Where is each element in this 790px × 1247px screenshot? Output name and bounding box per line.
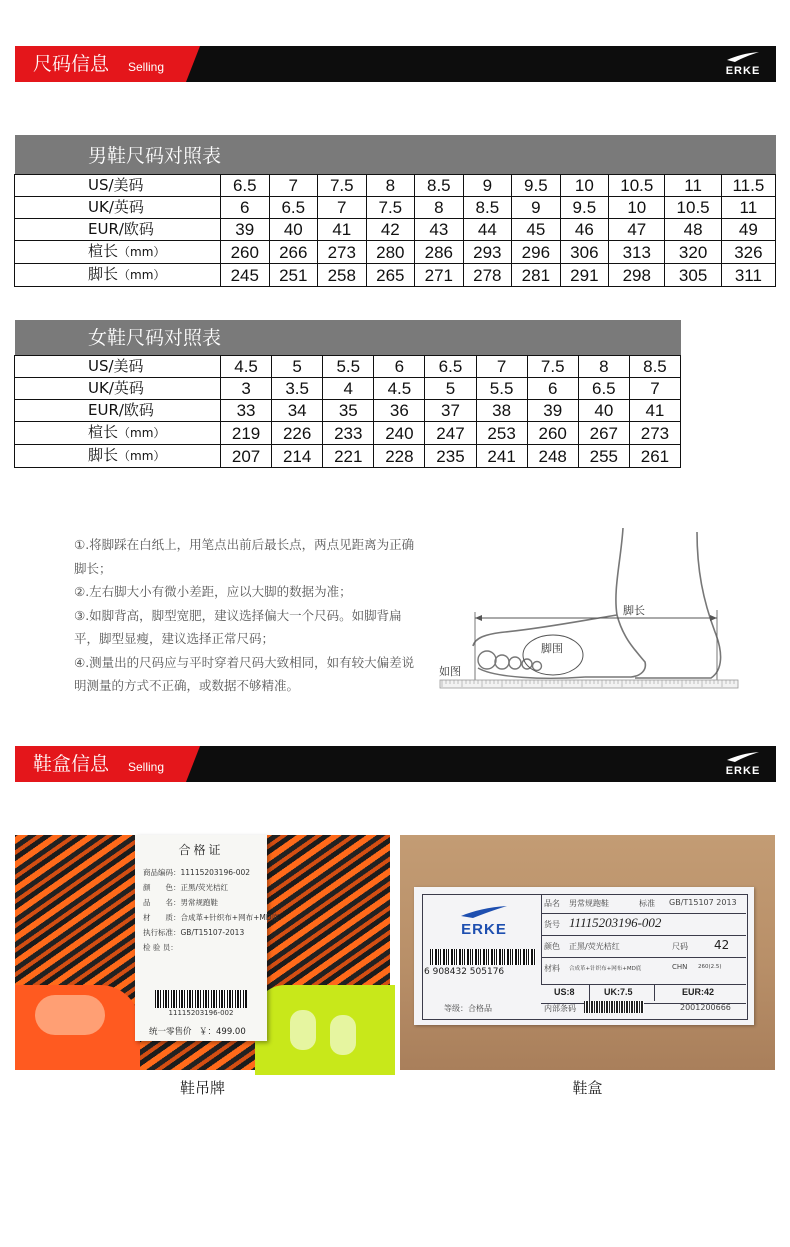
- box-label-brand: ERKE: [461, 921, 507, 938]
- size-cell: 8: [366, 175, 415, 197]
- size-cell: 219: [221, 422, 272, 445]
- size-cell: 7: [476, 356, 527, 378]
- women-table-header: [15, 320, 681, 355]
- hang-tag-line: 检 验 员：: [143, 943, 178, 952]
- box-label-inner-barcode: [584, 1001, 644, 1013]
- size-cell: 8: [578, 356, 629, 378]
- size-row-label: [15, 241, 221, 264]
- size-cell: 273: [629, 422, 680, 445]
- size-cell: 6: [221, 197, 270, 219]
- size-row: [15, 241, 776, 264]
- size-row-label: [15, 400, 221, 422]
- size-row-unit: （mm）: [118, 245, 166, 259]
- box-label-barcode: [430, 949, 536, 965]
- women-table-title: 女鞋尺码对照表: [88, 327, 222, 349]
- size-info-banner: [15, 46, 776, 82]
- size-cell: 10.5: [665, 197, 721, 219]
- hang-tag-title: 合格证: [178, 843, 224, 857]
- box-label-us: US:8: [554, 987, 575, 997]
- size-cell: 9: [512, 197, 561, 219]
- size-cell: 35: [323, 400, 374, 422]
- size-cell: 235: [425, 445, 476, 468]
- hang-tag-caption: 鞋吊牌: [179, 1079, 225, 1097]
- men-size-table: [14, 174, 776, 287]
- foot-length-label: 脚长: [623, 604, 645, 617]
- size-cell: 286: [415, 241, 464, 264]
- size-info-subtitle: Selling: [128, 60, 165, 74]
- box-label-code-key: 货号: [544, 920, 560, 929]
- tip-item: ①.将脚踩在白纸上，用笔点出前后最长点，两点见距离为正确脚长；: [74, 537, 415, 576]
- size-cell: 293: [463, 241, 512, 264]
- men-table-header: [15, 135, 776, 174]
- hang-tag-price-label: 统一零售价: [149, 1027, 192, 1037]
- size-cell: 214: [272, 445, 323, 468]
- size-cell: 247: [425, 422, 476, 445]
- size-cell: 261: [629, 445, 680, 468]
- size-cell: 226: [272, 422, 323, 445]
- shoe-box-caption: 鞋盒: [572, 1079, 603, 1097]
- size-row-label-text: EUR/欧码: [88, 220, 154, 238]
- size-cell: 8: [415, 197, 464, 219]
- hang-tag-line: 材 质：合成革+针织布+网布+MD底: [143, 913, 280, 922]
- hang-tag: [135, 835, 280, 1041]
- tip-item: ②.左右脚大小有微小差距，应以大脚的数据为准；: [74, 584, 352, 599]
- shoebox-info-title: 鞋盒信息: [33, 753, 110, 775]
- size-row: [15, 378, 681, 400]
- size-cell: 296: [512, 241, 561, 264]
- size-cell: 40: [269, 219, 318, 241]
- box-label-name-val: 男常规跑鞋: [569, 899, 609, 908]
- size-cell: 45: [512, 219, 561, 241]
- size-row-label-text: US/美码: [88, 176, 144, 194]
- size-row-label: [15, 197, 221, 219]
- men-table-title: 男鞋尺码对照表: [88, 145, 222, 167]
- size-cell: 6: [527, 378, 578, 400]
- box-label-std-key: 标准: [639, 899, 655, 908]
- size-row: [15, 356, 681, 378]
- size-cell: 240: [374, 422, 425, 445]
- tip-item: ④.测量出的尺码应与平时穿着尺码大致相同，如有较大偏差说明测量的方式不正确，或数据不够精准。: [74, 654, 415, 693]
- hang-tag-line: 执行标准：GB/T15107-2013: [143, 928, 245, 937]
- size-row-label-text: 脚长: [88, 446, 119, 464]
- size-cell: 43: [415, 219, 464, 241]
- size-row-unit: （mm）: [118, 426, 166, 440]
- shoe-box-label: [414, 887, 754, 1025]
- size-cell: 10.5: [609, 175, 665, 197]
- size-cell: 248: [527, 445, 578, 468]
- size-row-unit: （mm）: [118, 449, 166, 463]
- size-cell: 260: [221, 241, 270, 264]
- size-cell: 9.5: [560, 197, 609, 219]
- size-cell: 6.5: [269, 197, 318, 219]
- size-cell: 47: [609, 219, 665, 241]
- size-cell: 271: [415, 264, 464, 287]
- size-cell: 9.5: [512, 175, 561, 197]
- size-cell: 36: [374, 400, 425, 422]
- size-cell: 11.5: [721, 175, 775, 197]
- box-label-material-val: 合成革+针织布+网布+MD底: [569, 966, 642, 972]
- size-cell: 3.5: [272, 378, 323, 400]
- size-cell: 7: [318, 197, 367, 219]
- size-cell: 305: [665, 264, 721, 287]
- size-cell: 8.5: [463, 197, 512, 219]
- size-cell: 207: [221, 445, 272, 468]
- size-row: [15, 219, 776, 241]
- shoebox-info-subtitle: Selling: [128, 760, 165, 774]
- size-cell: 40: [578, 400, 629, 422]
- foot-measure-diagram: [435, 520, 740, 700]
- size-row-label-text: 楦长: [88, 423, 119, 441]
- size-cell: 241: [476, 445, 527, 468]
- size-row-label: [15, 445, 221, 468]
- box-label-std-val: GB/T15107 2013: [669, 898, 737, 907]
- size-cell: 11: [665, 175, 721, 197]
- measurement-tips: [74, 533, 422, 698]
- size-cell: 11: [721, 197, 775, 219]
- tip-item: ③.如脚背高，脚型宽肥，建议选择偏大一个尺码。如脚背扁平，脚型显瘦，建议选择正常尺码；: [74, 607, 402, 646]
- size-row-label: [15, 378, 221, 400]
- size-cell: 33: [221, 400, 272, 422]
- size-row: [15, 400, 681, 422]
- box-label-size-key: 尺码: [672, 942, 688, 951]
- box-label-grade: 等级：合格品: [444, 1004, 492, 1013]
- size-cell: 7: [629, 378, 680, 400]
- size-cell: 313: [609, 241, 665, 264]
- size-cell: 6.5: [578, 378, 629, 400]
- size-cell: 7.5: [366, 197, 415, 219]
- box-label-name-key: 品名: [544, 899, 560, 908]
- box-label-uk: UK:7.5: [604, 987, 633, 997]
- size-cell: 245: [221, 264, 270, 287]
- size-cell: 7.5: [527, 356, 578, 378]
- size-cell: 44: [463, 219, 512, 241]
- size-cell: 320: [665, 241, 721, 264]
- size-cell: 37: [425, 400, 476, 422]
- size-row: [15, 422, 681, 445]
- shoebox-info-banner: [15, 746, 776, 782]
- box-label-chn-key: CHN: [672, 963, 688, 971]
- box-label-color-key: 颜色: [544, 942, 560, 951]
- size-cell: 46: [560, 219, 609, 241]
- size-cell: 41: [318, 219, 367, 241]
- size-row: [15, 197, 776, 219]
- size-cell: 34: [272, 400, 323, 422]
- hang-tag-photo: [15, 835, 390, 1070]
- box-label-size-val: 42: [714, 938, 730, 952]
- box-label-material-key: 材料: [544, 964, 560, 973]
- size-cell: 266: [269, 241, 318, 264]
- box-label-code-val: 11115203196-002: [569, 915, 662, 930]
- box-label-eur: EUR:42: [682, 987, 715, 997]
- size-cell: 6.5: [425, 356, 476, 378]
- hang-tag-price: ￥：499.00: [199, 1027, 246, 1037]
- size-row-unit: （mm）: [118, 268, 166, 282]
- size-cell: 39: [221, 219, 270, 241]
- size-cell: 41: [629, 400, 680, 422]
- size-cell: 10: [609, 197, 665, 219]
- box-label-inner-code-val: 2001200666: [680, 1003, 731, 1012]
- size-row-label: [15, 356, 221, 378]
- size-cell: 4: [323, 378, 374, 400]
- size-cell: 4.5: [374, 378, 425, 400]
- size-cell: 255: [578, 445, 629, 468]
- size-cell: 5.5: [476, 378, 527, 400]
- size-cell: 5: [272, 356, 323, 378]
- erke-logo: [720, 751, 766, 777]
- size-row-label-text: UK/英码: [88, 198, 144, 216]
- size-row-label: [15, 422, 221, 445]
- size-cell: 6.5: [221, 175, 270, 197]
- foot-outline-icon: [435, 520, 740, 700]
- size-cell: 258: [318, 264, 367, 287]
- size-row-label: [15, 264, 221, 287]
- size-row: [15, 175, 776, 197]
- size-row-label-text: UK/英码: [88, 379, 144, 397]
- erke-logo-text: ERKE: [725, 765, 761, 777]
- size-cell: 291: [560, 264, 609, 287]
- foot-girth-label: 脚围: [541, 642, 563, 655]
- size-cell: 38: [476, 400, 527, 422]
- box-label-chn-val: 260(2.5): [698, 964, 722, 970]
- size-cell: 278: [463, 264, 512, 287]
- erke-swoosh-icon: [726, 751, 760, 763]
- size-cell: 228: [374, 445, 425, 468]
- erke-logo-text: ERKE: [725, 65, 761, 77]
- size-cell: 298: [609, 264, 665, 287]
- size-cell: 281: [512, 264, 561, 287]
- box-label-inner-code-key: 内部条码: [544, 1004, 576, 1013]
- size-cell: 39: [527, 400, 578, 422]
- size-info-title: 尺码信息: [33, 53, 110, 75]
- size-row-label-text: 楦长: [88, 242, 119, 260]
- size-cell: 7: [269, 175, 318, 197]
- size-cell: 233: [323, 422, 374, 445]
- size-row: [15, 445, 681, 468]
- size-row-label-text: 脚长: [88, 265, 119, 283]
- size-cell: 5.5: [323, 356, 374, 378]
- hang-tag-line: 商品编码：11115203196-002: [143, 868, 251, 877]
- hang-tag-barcode: [155, 990, 247, 1008]
- box-label-color-val: 正黑/荧光桔红: [569, 942, 620, 951]
- women-size-table: [14, 355, 681, 468]
- size-cell: 3: [221, 378, 272, 400]
- size-row-label: [15, 219, 221, 241]
- size-cell: 8.5: [629, 356, 680, 378]
- size-cell: 273: [318, 241, 367, 264]
- size-cell: 6: [374, 356, 425, 378]
- size-cell: 306: [560, 241, 609, 264]
- hang-tag-line: 颜 色：正黑/荧光桔红: [143, 883, 229, 892]
- size-row-label-text: US/美码: [88, 357, 144, 375]
- erke-logo: [720, 51, 766, 77]
- size-cell: 7.5: [318, 175, 367, 197]
- size-cell: 280: [366, 241, 415, 264]
- size-cell: 267: [578, 422, 629, 445]
- size-cell: 221: [323, 445, 374, 468]
- size-row: [15, 264, 776, 287]
- size-row-label-text: EUR/欧码: [88, 401, 154, 419]
- size-cell: 8.5: [415, 175, 464, 197]
- size-cell: 48: [665, 219, 721, 241]
- size-row-label: [15, 175, 221, 197]
- size-cell: 9: [463, 175, 512, 197]
- erke-swoosh-icon: [459, 905, 509, 919]
- hang-tag-details: [143, 865, 280, 955]
- hang-tag-line: 品 名：男常规跑鞋: [143, 898, 218, 907]
- size-cell: 251: [269, 264, 318, 287]
- size-cell: 311: [721, 264, 775, 287]
- size-cell: 10: [560, 175, 609, 197]
- size-cell: 326: [721, 241, 775, 264]
- size-cell: 5: [425, 378, 476, 400]
- size-cell: 49: [721, 219, 775, 241]
- hang-tag-barcode-number: 11115203196-002: [168, 1009, 234, 1017]
- size-cell: 253: [476, 422, 527, 445]
- as-shown-label: 如图: [439, 665, 461, 678]
- box-label-barcode-digits: 6 908432 505176: [424, 967, 505, 977]
- erke-swoosh-icon: [726, 51, 760, 63]
- size-cell: 42: [366, 219, 415, 241]
- size-cell: 4.5: [221, 356, 272, 378]
- size-cell: 265: [366, 264, 415, 287]
- shoe-box-photo: [400, 835, 775, 1070]
- size-cell: 260: [527, 422, 578, 445]
